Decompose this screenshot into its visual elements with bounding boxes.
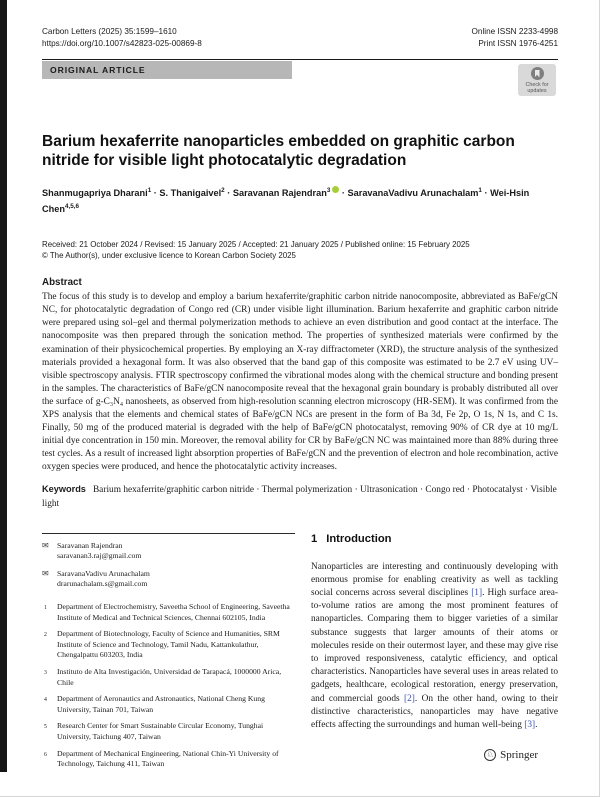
- affiliation-text: Instituto de Alta Investigación, Universidad de Tarapacá, 1000000 Arica, Chile: [57, 666, 282, 687]
- author-name: Saravanan Rajendran$^3$: [233, 188, 339, 198]
- affiliation-text: Department of Aeronautics and Astronautics, National Cheng Kung University, Tainan 701, Taiwan: [57, 694, 265, 714]
- check-for-updates-badge[interactable]: [518, 64, 556, 96]
- article-type-bar: [42, 61, 292, 79]
- affiliation-text: Department of Mechanical Engineering, National Chin-Yi University of Technology, Taichung 411, Taiwan: [57, 748, 279, 769]
- corresponding-author-email[interactable]: drarunachalam.s@gmail.com: [57, 579, 148, 589]
- section-heading: [311, 533, 558, 545]
- introduction-column: [311, 533, 558, 776]
- author-name: Wei-Hsin Chen$^{4,5,6}$: [42, 188, 530, 215]
- online-issn: Online ISSN 2233-4998: [471, 27, 558, 36]
- print-issn: Print ISSN 1976-4251: [478, 39, 558, 48]
- author-name: SaravanaVadivu Arunachalam$^1$: [347, 187, 482, 199]
- publisher-name: Springer: [500, 749, 538, 761]
- envelope-icon: ✉: [42, 540, 49, 550]
- bookmark-icon: [531, 67, 544, 80]
- citation-link[interactable]: [2]: [403, 693, 415, 704]
- article-title: Barium hexaferrite nanoparticles embedded on graphitic carbon nitride for visible light photocatalytic degradation: [42, 133, 515, 169]
- keywords-line: [42, 483, 558, 510]
- abstract-heading: Abstract: [42, 277, 82, 289]
- copyright-line: © The Author(s), under exclusive licence to Korean Carbon Society 2025: [42, 251, 296, 261]
- affiliation-text: Research Center for Smart Sustainable Circular Economy, Tunghai University, Taichung 407, Taiwan: [57, 721, 264, 741]
- author-line: Shanmugapriya Dharani$^1$ · S. Thanigaivel$^2$ · Saravanan Rajendran$^3$ · SaravanaVadivu Arunachalam$^1$ · Wei-Hsin Chen$^{4,5,6}$: [42, 187, 530, 215]
- corresponding-author-name: SaravanaVadivu Arunachalam: [57, 568, 150, 578]
- doi-link[interactable]: https://doi.org/10.1007/s42823-025-00869-8: [42, 39, 202, 48]
- citation-link[interactable]: [1]: [471, 588, 483, 599]
- article-type-label: ORIGINAL ARTICLE: [50, 65, 146, 75]
- page-header: [42, 26, 558, 50]
- section-number: 1: [311, 532, 318, 545]
- check-badge-line1: Check for: [525, 82, 549, 88]
- publisher-logo: [484, 749, 538, 761]
- corresponding-author-name: Saravanan Rajendran: [57, 540, 123, 550]
- author-name: Shanmugapriya Dharani$^1$: [42, 187, 152, 199]
- springer-horse-icon: ♘: [484, 749, 496, 761]
- abstract-text: The focus of this study is to develop and employ a barium hexaferrite/graphitic carbon nitride nanocomposite, abbreviated as BaFe/gCN NC, for photocatalytic degradation of Congo red (CR) under visible light illumination. Barium hexaferrite and graphitic carbon nitride were prepared using sol–gel and thermal polymerization methods to achieve an even distribution and good contact at the interface. The nanocomposite was then prepared through the sonication method. The properties of synthesized materials were confirmed by the examination of their physicochemical properties. By employing an X-ray diffractometer (XRD), the structure analysis of the synthesized materials provided a hexagonal form. It was also observed that the band gap of this composite was estimated to be 2.7 eV using UV–visible spectroscopy analysis. FTIR spectroscopy confirmed the vibrational modes along with the chemical structure and bonding present in the samples. The characteristics of BaFe/gCN nanocomposite reveal that the hexagonal grain boundary is probably distributed all over the surface of g-C₃N₄ nanosheets, as observed from high-resolution scanning electron microscopy (HR-SEM). It was confirmed from the XPS analysis that the elements and chemical states of BaFe/gCN NCs are present in the form of Ba 3d, Fe 2p, O 1s, N 1s, and C 1s. Finally, 50 mg of the produced material is degraded with the help of BaFe/gCN photocatalyst, removing 90% of CR dye at 10 mg/L initial dye concentration in 150 min. Moreover, the removal ability for CR by BaFe/gCN NC was maintained more than 88% during three test cycles. As a result of increased light absorption properties of BaFe/gCN and the prevention of electron and hole recombination, active oxygen species were produced, and hence the photocatalytic activity increases.: [42, 292, 558, 473]
- journal-citation: Carbon Letters (2025) 35:1599–1610: [42, 27, 177, 36]
- affiliation-list: [42, 602, 295, 770]
- corresponding-author-email[interactable]: saravanan3.raj@gmail.com: [57, 551, 142, 561]
- author-name: S. Thanigaivel$^2$: [159, 187, 225, 199]
- affiliation-text: Department of Biotechnology, Faculty of Science and Humanities, SRM Institute of Science and Technology, Tamil Nadu, Kattankulathur, Chengalpattu 603203, India: [57, 629, 280, 660]
- affiliation-marker: 6: [44, 751, 47, 758]
- section-title: Introduction: [326, 532, 392, 545]
- footnote-rule: [42, 533, 295, 534]
- orcid-icon[interactable]: [332, 186, 339, 193]
- scan-edge-artifact: [0, 0, 7, 772]
- corresponding-author: [42, 569, 295, 590]
- affiliation-item: [42, 602, 295, 623]
- affiliation-item: [42, 667, 295, 688]
- dates-line: Received: 21 October 2024 / Revised: 15 January 2025 / Accepted: 21 January 2025 / Published online: 15 February 2025: [42, 240, 470, 250]
- affiliation-marker: 3: [44, 669, 47, 676]
- check-badge-line2: updates: [527, 88, 547, 94]
- affiliation-marker: 5: [44, 724, 47, 731]
- keywords-heading: Keywords: [42, 484, 86, 495]
- affiliation-marker: 4: [44, 697, 47, 704]
- corresponding-author: [42, 541, 295, 562]
- citation-link[interactable]: [3]: [524, 720, 536, 731]
- affiliation-marker: 2: [44, 632, 47, 639]
- affiliation-item: [42, 694, 295, 715]
- affiliation-text: Department of Electrochemistry, Saveetha School of Engineering, Saveetha Institute of Medical and Technical Sciences, Chennai 602105, India: [57, 602, 290, 622]
- header-rule: [42, 59, 558, 129]
- correspondence-list: [42, 541, 295, 590]
- affiliation-item: [42, 749, 295, 770]
- envelope-icon: ✉: [42, 568, 49, 578]
- history-block: [42, 239, 558, 261]
- affiliation-marker: 1: [44, 605, 47, 611]
- introduction-paragraph: Nanoparticles are interesting and continuously developing with enormous promise for enabling creativity as well as tackling social concerns across several disciplines [1]. High surface area-to-volume ratios are among the most prominent features of nanoparticles. Comparing them to bigger varieties of a similar substance suggests that larger amounts of their atoms or molecules reside on their outermost layer, and these may give rise to improved responsiveness, catalytic efficiency, and optical characteristics. Nanoparticles have several uses in areas related to gadgets, healthcare, ecological restoration, energy preservation, and commercial goods [2]. On the other hand, owing to their distinctive characteristics, nanoparticles may have negative effects affecting the surroundings and human well-being [3].: [311, 561, 559, 731]
- affiliation-item: [42, 629, 295, 661]
- affiliation-item: [42, 721, 295, 742]
- keywords-text: Barium hexaferrite/graphitic carbon nitride · Thermal polymerization · Ultrasonication · Congo red · Photocatalyst · Visible light: [42, 485, 557, 509]
- footnote-column: [42, 533, 295, 776]
